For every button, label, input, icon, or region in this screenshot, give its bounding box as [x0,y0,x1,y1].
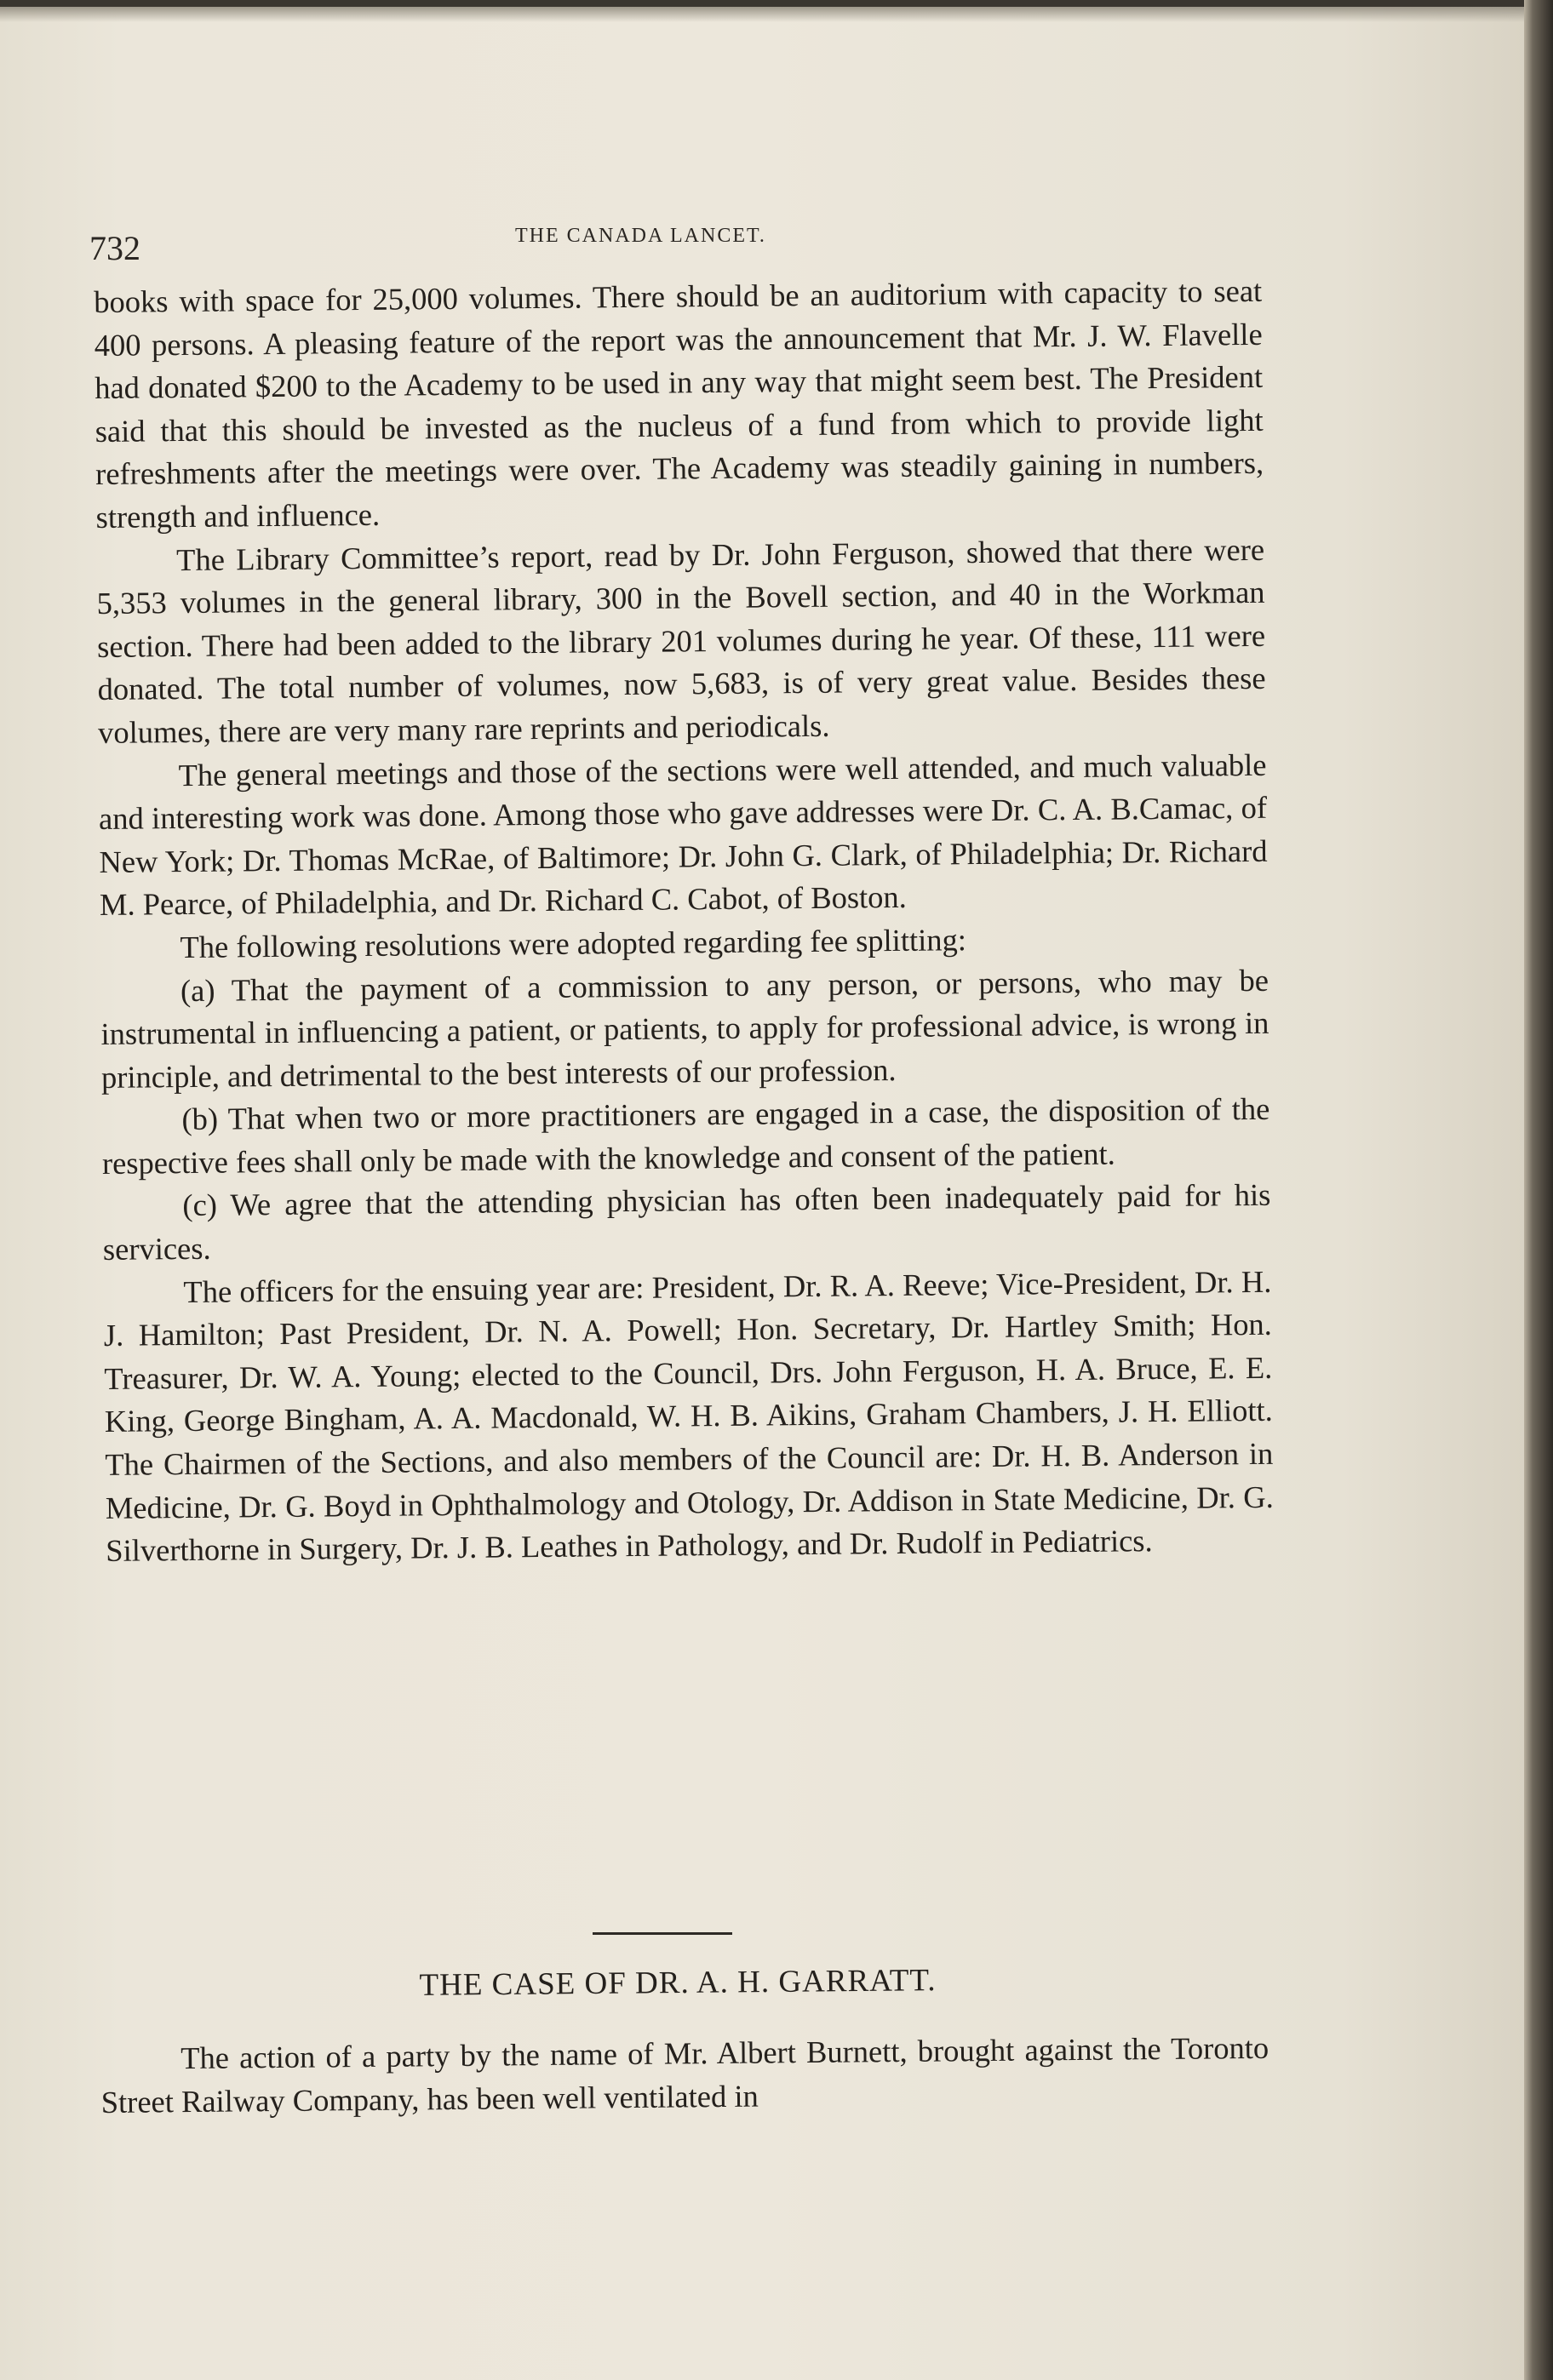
page-header [89,220,1264,271]
article-body [94,270,1275,1573]
page-top-shadow [0,7,1524,22]
paragraph-continued: books with space for 25,000 volumes. There should be an auditorium with capacity to seat 400 persons. A pleasing feature of the report was the announcement that Mr. J. W. Flavelle had donated $200 to the Academy to be used in any way that might seem best. The President said that this should be invested as the nucleus of a fund from which to provide light refreshments after the meetings were over. The Academy was steadily gaining in numbers, strength and influence. [94,272,1264,535]
paragraph-officers: The officers for the ensuing year are: President, Dr. R. A. Reeve; Vice-President, Dr. H. J. Hamilton; Past President, Dr. N. A. Powell; Hon. Secretary, Dr. Hartley Smith; Hon. Treasurer, Dr. W. A. Young; elected to the Council, Drs. John Ferguson, H. A. Bruce, E. E. King, George Bingham, A. A. Macdonald, W. H. B. Aikins, Graham Chambers, J. H. Elliott. The Chairmen of the Sections, and also members of the Council are: Dr. H. B. Anderson in Medicine, Dr. G. Boyd in Ophthalmology and Otology, Dr. Addison in State Medicine, Dr. G. Silverthorne in Surgery, Dr. J. B. Leathes in Pathology, and Dr. Rudolf in Pediatrics. [103,1263,1274,1569]
paragraph-general-meetings: The general meetings and those of the sections were well attended, and much valuable and interesting work was done. Among those who gave addresses were Dr. C. A. B.Camac, of New York; Dr. Thomas McRae, of Baltimore; Dr. John G. Clark, of Philadelphia; Dr. Richard M. Pearce, of Philadelphia, and Dr. Richard C. Cabot, of Boston. [98,747,1268,923]
page-number: 732 [89,229,140,267]
section-divider [593,1932,732,1935]
resolution-a: (a) That the payment of a commission to any person, or persons, who may be instrumental in influencing a patient, or patients, to apply for professional advice, is wrong in principle, and detrimental to the best interests of our profession. [100,962,1269,1095]
resolution-c: (c) We agree that the attending physician has often been inadequately paid for his services. [102,1177,1271,1267]
running-head: THE CANADA LANCET. [515,225,766,247]
book-page [0,7,1524,2380]
paragraph-resolutions-intro: The following resolutions were adopted regarding fee splitting: [180,922,967,964]
section-body [100,2027,1269,2124]
resolution-b: (b) That when two or more practitioners are engaged in a case, the disposition of the respective fees shall only be made with the knowledge and consent of the patient. [101,1091,1270,1181]
paragraph-library-report: The Library Committee’s report, read by Dr. John Ferguson, showed that there were 5,353 volumes in the general library, 300 in the Bovell section, and 40 in the Workman section. There had been added to the library 201 volumes during he year. Of these, 111 were donated. The total number of volumes, now 5,683, is of very great value. Besides these volumes, there are very many rare reprints and periodicals. [96,531,1266,750]
section-title: THE CASE OF DR. A. H. GARRATT. [419,1963,937,2003]
book-spine-edge [1524,0,1553,2380]
section-paragraph: The action of a party by the name of Mr. Albert Burnett, brought against the Toronto Street Railway Company, has been well ventilated in [100,2029,1269,2120]
